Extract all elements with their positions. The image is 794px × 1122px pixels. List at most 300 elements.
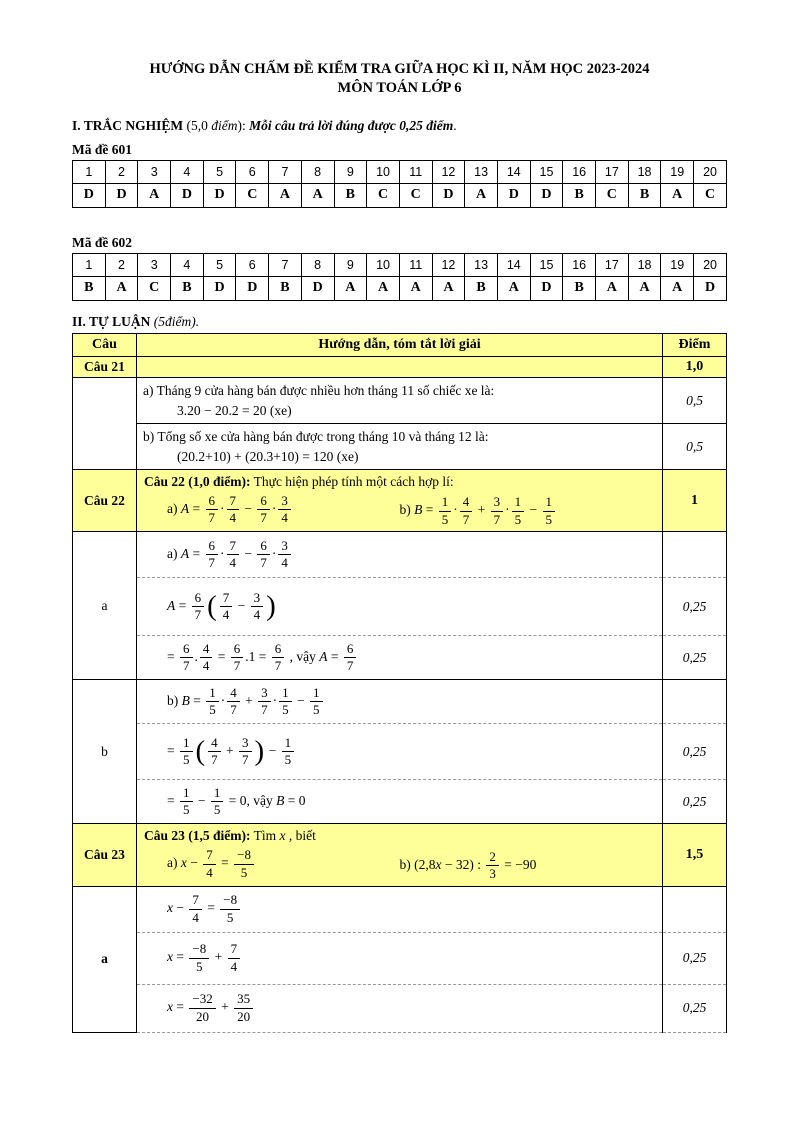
answer-cell: A xyxy=(628,276,661,300)
solution-math-line: x = $\frac{-8}{5}$ + $\frac{7}{4}$ xyxy=(167,941,656,975)
answer-cell: D xyxy=(694,276,727,300)
answer-cell: C xyxy=(694,183,727,207)
question-number-cell: 16 xyxy=(563,253,596,276)
fraction xyxy=(228,942,241,974)
question-number-cell: 15 xyxy=(530,253,563,276)
big-left-paren: ( xyxy=(195,734,206,767)
fraction-denominator: 7 xyxy=(260,510,267,526)
question-number-cell: 6 xyxy=(236,253,269,276)
fraction-numerator: −8 xyxy=(220,893,240,910)
fraction xyxy=(208,736,221,768)
answer-cell: A xyxy=(105,276,138,300)
math-variable: x xyxy=(167,999,173,1015)
big-right-paren: ) xyxy=(254,734,265,767)
part-label-cell: a xyxy=(73,532,137,680)
question-number-cell: 5 xyxy=(203,253,236,276)
answer-cell: D xyxy=(203,183,236,207)
question-number-cell: 2 xyxy=(105,160,138,183)
big-left-paren: ( xyxy=(207,589,217,622)
fraction-numerator: 6 xyxy=(344,642,357,659)
solution-cell xyxy=(137,532,663,578)
solution-row xyxy=(73,780,727,824)
score-cell: 0,25 xyxy=(663,724,727,780)
answer-cell: B xyxy=(73,276,106,300)
fraction xyxy=(206,686,219,718)
answer-cell: A xyxy=(301,183,334,207)
fraction xyxy=(206,539,219,571)
question-number-cell: 17 xyxy=(596,253,629,276)
fraction xyxy=(486,850,499,882)
fraction xyxy=(278,494,291,526)
answer-cell: A xyxy=(138,183,171,207)
answer-cell: A xyxy=(465,183,498,207)
question-number-cell: 20 xyxy=(694,160,727,183)
question-number-cell: 11 xyxy=(399,253,432,276)
answer-cell: A xyxy=(399,276,432,300)
tu-luan-header-row xyxy=(73,333,727,356)
score-cell: 0,25 xyxy=(663,578,727,636)
fraction xyxy=(257,494,270,526)
fraction-numerator: 6 xyxy=(257,494,270,511)
fraction-denominator: 7 xyxy=(242,752,249,768)
fraction-numerator: 6 xyxy=(257,539,270,556)
answer-cell: A xyxy=(661,276,694,300)
question-number-cell: 12 xyxy=(432,253,465,276)
question-intro-line xyxy=(137,470,662,491)
fraction-numerator: 2 xyxy=(486,850,499,867)
fraction xyxy=(491,495,504,527)
fraction xyxy=(279,686,292,718)
fraction-numerator: 3 xyxy=(239,736,252,753)
section1-heading-normal: (5,0 xyxy=(183,118,212,134)
fraction-numerator: 1 xyxy=(310,686,323,703)
fraction-numerator: 3 xyxy=(251,591,264,608)
solution-cell xyxy=(137,680,663,724)
score-cell: 0,25 xyxy=(663,984,727,1032)
question-number-cell: 10 xyxy=(367,253,400,276)
fraction-numerator: 1 xyxy=(180,736,193,753)
fraction xyxy=(200,642,213,674)
fraction-denominator: 7 xyxy=(233,658,241,674)
solution-math-line: = $\frac{6}{7}$ . $\frac{4}{4}$ = $\frac{6}{7}$ .1 = $\frac{6}{7}$ , vậy A = $\frac{6}{7}$ xyxy=(167,641,656,675)
fraction-denominator: 4 xyxy=(281,555,288,571)
answer-row xyxy=(73,183,727,207)
fraction-numerator: 6 xyxy=(206,539,219,556)
fraction-denominator: 5 xyxy=(514,511,522,527)
score-cell xyxy=(663,886,727,932)
part-label-cell: a xyxy=(73,886,137,1032)
question-label-cell: Câu 21 xyxy=(73,356,137,377)
fraction-numerator: 4 xyxy=(227,686,240,703)
math-variable: x xyxy=(167,900,173,916)
solution-math-line: x − $\frac{7}{4}$ = $\frac{-8}{5}$ xyxy=(167,892,656,926)
question-number-cell: 19 xyxy=(661,160,694,183)
fraction-denominator: 5 xyxy=(441,511,449,527)
question-number-cell: 9 xyxy=(334,253,367,276)
question-number-cell: 18 xyxy=(628,160,661,183)
solution-cell xyxy=(137,636,663,680)
answer-cell: B xyxy=(334,183,367,207)
question-number-cell: 4 xyxy=(171,253,204,276)
fraction xyxy=(512,495,525,527)
score-cell: 1,0 xyxy=(663,356,727,377)
fraction-numerator: 1 xyxy=(543,495,556,512)
answer-cell: D xyxy=(530,183,563,207)
section2-heading-bold: II. TỰ LUẬN xyxy=(72,313,151,329)
exam-code-label: Mã đề 601 xyxy=(72,141,132,157)
fraction-numerator: 6 xyxy=(180,642,193,659)
question-band-row xyxy=(73,356,727,377)
question-number-cell: 1 xyxy=(73,253,106,276)
fraction xyxy=(439,495,452,527)
fraction-numerator: −32 xyxy=(189,992,215,1009)
fraction-denominator: 5 xyxy=(196,958,203,974)
tu-luan-body xyxy=(73,333,727,1032)
fraction xyxy=(227,539,240,571)
fraction-denominator: 4 xyxy=(222,607,230,623)
question-statement-cell xyxy=(137,470,663,532)
title-line-2: MÔN TOÁN LỚP 6 xyxy=(337,79,462,96)
solution-math-line: a) A = $\frac{6}{7}$ · $\frac{7}{4}$ − $\frac{6}{7}$ · $\frac{3}{4}$ xyxy=(167,538,656,572)
solution-row xyxy=(73,377,727,423)
question-number-cell: 12 xyxy=(432,160,465,183)
section2-heading xyxy=(72,314,727,330)
big-right-paren: ) xyxy=(266,589,276,622)
fraction-denominator: 7 xyxy=(260,555,267,571)
fraction-numerator: 7 xyxy=(220,591,233,608)
answer-cell: C xyxy=(367,183,400,207)
fraction-denominator: 5 xyxy=(213,802,221,818)
fraction-denominator: 20 xyxy=(196,1008,210,1024)
question-number-cell: 7 xyxy=(269,253,302,276)
math-variable: B xyxy=(276,793,285,809)
exam-code-label: Mã đề 602 xyxy=(72,234,132,250)
fraction xyxy=(220,591,233,623)
question-intro-line xyxy=(137,824,662,845)
answer-cell: D xyxy=(530,276,563,300)
solution-row xyxy=(73,680,727,724)
fraction-numerator: 4 xyxy=(208,736,221,753)
fraction-denominator: 4 xyxy=(202,658,210,674)
fraction xyxy=(251,591,264,623)
math-variable: B xyxy=(181,693,190,709)
solution-cell xyxy=(137,780,663,824)
math-variable: A xyxy=(167,598,176,614)
fraction xyxy=(180,736,193,768)
fraction xyxy=(234,848,254,880)
answer-cell: C xyxy=(596,183,629,207)
fraction-numerator: 4 xyxy=(460,495,473,512)
answer-cell: D xyxy=(497,183,530,207)
answer-cell: D xyxy=(432,183,465,207)
answer-cell: C xyxy=(399,183,432,207)
question-label-cell: Câu 23 xyxy=(73,824,137,886)
question-math-row xyxy=(137,491,662,531)
section1-heading-after: ): xyxy=(237,118,250,134)
solution-line: 3.20 − 20.2 = 20 (xe) xyxy=(177,402,292,418)
solution-math-line: b) B = $\frac{1}{5}$ · $\frac{4}{7}$ + $\frac{3}{7}$ · $\frac{1}{5}$ − $\frac{1}{5}$ xyxy=(167,685,656,719)
fraction-denominator: 3 xyxy=(489,866,496,882)
fraction-numerator: 6 xyxy=(231,642,244,659)
question-number-cell: 6 xyxy=(236,160,269,183)
fraction xyxy=(460,495,473,527)
fraction-numerator: 6 xyxy=(192,591,205,608)
answer-cell: D xyxy=(236,276,269,300)
fraction-denominator: 7 xyxy=(208,510,215,526)
solution-row xyxy=(73,886,727,932)
answer-cell: B xyxy=(628,183,661,207)
question-intro-rest: Thực hiện phép tính một cách hợp lí: xyxy=(250,474,454,490)
answer-key-table xyxy=(72,160,727,208)
section1-heading-italic-word: điểm xyxy=(211,118,238,134)
solution-cell xyxy=(137,424,663,470)
header-cau: Câu xyxy=(73,333,137,356)
score-cell: 0,5 xyxy=(663,377,727,423)
solution-cell xyxy=(137,578,663,636)
score-cell: 1 xyxy=(663,470,727,532)
answer-cell: A xyxy=(432,276,465,300)
fraction-denominator: 7 xyxy=(346,658,354,674)
answer-key-table xyxy=(72,253,727,301)
fraction-numerator: 6 xyxy=(206,494,219,511)
score-cell: 0,5 xyxy=(663,424,727,470)
fraction-denominator: 4 xyxy=(230,958,238,974)
fraction-numerator: 35 xyxy=(234,992,253,1009)
fraction-denominator: 7 xyxy=(493,511,501,527)
answer-cell: A xyxy=(661,183,694,207)
answer-cell: A xyxy=(367,276,400,300)
fraction-numerator: −8 xyxy=(189,942,209,959)
answer-cell: D xyxy=(105,183,138,207)
question-intro-rest: Tìm x , biết xyxy=(250,828,316,844)
fraction xyxy=(282,736,295,768)
fraction-denominator: 4 xyxy=(229,555,236,571)
question-statement-cell xyxy=(137,356,663,377)
fraction-numerator: 6 xyxy=(272,642,285,659)
section1-heading-bold: I. TRẮC NGHIỆM xyxy=(72,118,184,134)
fraction-denominator: 5 xyxy=(313,702,320,718)
answer-cell: D xyxy=(73,183,106,207)
solution-cell xyxy=(137,886,663,932)
fraction xyxy=(180,786,193,818)
fraction-numerator: 1 xyxy=(282,736,295,753)
fraction-denominator: 7 xyxy=(274,658,282,674)
question-number-cell: 8 xyxy=(301,253,334,276)
solution-row xyxy=(73,636,727,680)
solution-line: b) Tổng số xe cửa hàng bán được trong tháng 10 và tháng 12 là: xyxy=(143,429,489,445)
answer-cell: A xyxy=(497,276,530,300)
answer-cell: D xyxy=(171,183,204,207)
math-variable: A xyxy=(180,546,190,562)
fraction-denominator: 5 xyxy=(183,752,190,768)
question-number-cell: 16 xyxy=(563,160,596,183)
math-variable: A xyxy=(319,649,328,665)
question-number-row xyxy=(73,253,727,276)
question-number-cell: 2 xyxy=(105,253,138,276)
score-cell: 0,25 xyxy=(663,636,727,680)
answer-keys xyxy=(72,142,727,301)
fraction xyxy=(189,992,215,1024)
question-intro-bold: Câu 23 (1,5 điểm): xyxy=(144,828,251,844)
question-number-cell: 3 xyxy=(138,253,171,276)
fraction xyxy=(220,893,240,925)
question-band-row xyxy=(73,470,727,532)
solution-cell xyxy=(137,724,663,780)
question-intro-bold: Câu 22 (1,0 điểm): xyxy=(144,474,251,490)
question-number-cell: 8 xyxy=(301,160,334,183)
fraction xyxy=(344,642,357,674)
answer-cell: B xyxy=(563,183,596,207)
answer-cell: A xyxy=(269,183,302,207)
answer-cell: C xyxy=(236,183,269,207)
answer-cell: A xyxy=(596,276,629,300)
answer-key-body xyxy=(73,253,727,300)
question-statement-cell xyxy=(137,824,663,886)
fraction-denominator: 7 xyxy=(208,555,215,571)
fraction-denominator: 7 xyxy=(462,511,470,527)
fraction-numerator: 7 xyxy=(227,539,240,556)
question-number-cell: 3 xyxy=(138,160,171,183)
question-math-a: a) x − $\frac{7}{4}$ = $\frac{-8}{5}$ xyxy=(167,847,256,881)
math-variable: x xyxy=(435,856,442,872)
fraction xyxy=(257,539,270,571)
section2-heading-italic: (5điểm). xyxy=(150,313,200,329)
fraction-denominator: 4 xyxy=(281,510,288,526)
question-number-cell: 10 xyxy=(367,160,400,183)
answer-cell: B xyxy=(269,276,302,300)
fraction-denominator: 7 xyxy=(194,607,202,623)
header-guide: Hướng dẫn, tóm tắt lời giải xyxy=(137,333,663,356)
solution-row xyxy=(73,984,727,1032)
question-math-b: b) (2,8x − 32) : $\frac{2}{3}$ = −90 xyxy=(399,848,537,882)
fraction xyxy=(234,992,253,1024)
question-number-cell: 13 xyxy=(465,160,498,183)
answer-cell: C xyxy=(138,276,171,300)
question-number-cell: 1 xyxy=(73,160,106,183)
solution-math-line: = $\frac{1}{5}$ − $\frac{1}{5}$ = 0, vậy B = 0 xyxy=(167,784,306,818)
fraction-denominator: 5 xyxy=(282,702,289,718)
part-label-cell xyxy=(73,377,137,469)
question-label-cell: Câu 22 xyxy=(73,470,137,532)
solution-cell xyxy=(137,984,663,1032)
fraction xyxy=(543,495,556,527)
answer-cell: D xyxy=(301,276,334,300)
fraction-denominator: 7 xyxy=(211,752,218,768)
solution-math-line: = $\frac{1}{5}$ ( $\frac{4}{7}$ + $\frac{3}{7}$ ) − $\frac{1}{5}$ xyxy=(167,735,656,769)
fraction-denominator: 4 xyxy=(192,909,199,925)
fraction-numerator: 4 xyxy=(200,642,213,659)
title-line-1: HƯỚNG DẪN CHẤM ĐỀ KIỂM TRA GIỮA HỌC KÌ II, NĂM HỌC 2023-2024 xyxy=(149,61,650,77)
question-number-cell: 5 xyxy=(203,160,236,183)
fraction-denominator: 7 xyxy=(230,702,237,718)
fraction-denominator: 4 xyxy=(229,510,236,526)
fraction-denominator: 4 xyxy=(253,607,261,623)
section1-heading-end: . xyxy=(453,118,457,134)
answer-cell: B xyxy=(171,276,204,300)
score-cell xyxy=(663,532,727,578)
fraction-denominator: 7 xyxy=(261,702,268,718)
document-title xyxy=(72,60,727,97)
question-number-cell: 11 xyxy=(399,160,432,183)
part-label-cell: b xyxy=(73,680,137,824)
answer-cell: B xyxy=(563,276,596,300)
answer-cell: D xyxy=(203,276,236,300)
solution-cell xyxy=(137,932,663,984)
solution-cell xyxy=(137,377,663,423)
fraction xyxy=(272,642,285,674)
solution-line: a) Tháng 9 cửa hàng bán được nhiều hơn tháng 11 số chiếc xe là: xyxy=(143,382,495,398)
solution-math-line: A = $\frac{6}{7}$ ( $\frac{7}{4}$ − $\frac{3}{4}$ ) xyxy=(167,589,276,623)
fraction xyxy=(189,893,202,925)
fraction-numerator: 1 xyxy=(211,786,224,803)
score-cell: 0,25 xyxy=(663,780,727,824)
solution-math-line: x = $\frac{-32}{20}$ + $\frac{35}{20}$ xyxy=(167,991,656,1025)
fraction-denominator: 5 xyxy=(209,702,216,718)
fraction-numerator: 7 xyxy=(203,848,216,865)
question-number-cell: 13 xyxy=(465,253,498,276)
question-number-cell: 17 xyxy=(596,160,629,183)
math-variable: B xyxy=(414,502,423,518)
fraction xyxy=(189,942,209,974)
question-number-cell: 14 xyxy=(497,253,530,276)
question-math-row xyxy=(137,846,662,886)
math-variable: x xyxy=(180,855,187,871)
fraction xyxy=(227,686,240,718)
question-math-b: b) B = $\frac{1}{5}$ · $\frac{4}{7}$ + $\frac{3}{7}$ · $\frac{1}{5}$ − $\frac{1}{5}$ xyxy=(400,494,558,528)
solution-row xyxy=(73,724,727,780)
fraction-numerator: 3 xyxy=(278,494,291,511)
fraction-denominator: 5 xyxy=(284,752,292,768)
fraction xyxy=(227,494,240,526)
answer-row xyxy=(73,276,727,300)
fraction-numerator: 1 xyxy=(439,495,452,512)
fraction-numerator: 1 xyxy=(279,686,292,703)
question-number-cell: 4 xyxy=(171,160,204,183)
fraction-denominator: 20 xyxy=(237,1008,251,1024)
header-diem: Điểm xyxy=(663,333,727,356)
fraction xyxy=(258,686,271,718)
fraction xyxy=(211,786,224,818)
question-number-cell: 9 xyxy=(334,160,367,183)
fraction-numerator: 7 xyxy=(227,494,240,511)
score-cell xyxy=(663,680,727,724)
fraction xyxy=(206,494,219,526)
fraction-denominator: 5 xyxy=(183,802,190,818)
fraction-denominator: 5 xyxy=(545,511,552,527)
answer-cell: B xyxy=(465,276,498,300)
fraction xyxy=(203,848,216,880)
fraction-denominator: 5 xyxy=(240,864,248,880)
question-math-a: a) A = $\frac{6}{7}$ · $\frac{7}{4}$ − $\frac{6}{7}$ · $\frac{3}{4}$ xyxy=(167,493,293,527)
fraction-numerator: 7 xyxy=(189,893,202,910)
math-variable: A xyxy=(180,501,190,517)
solution-row xyxy=(73,532,727,578)
fraction-numerator: 3 xyxy=(278,539,291,556)
solution-line: (20.2+10) + (20.3+10) = 120 (xe) xyxy=(177,448,359,464)
fraction-numerator: 3 xyxy=(258,686,271,703)
solution-row xyxy=(73,932,727,984)
fraction-denominator: 5 xyxy=(226,909,234,925)
fraction xyxy=(231,642,244,674)
fraction-denominator: 7 xyxy=(183,658,190,674)
question-number-cell: 15 xyxy=(530,160,563,183)
answer-key-body xyxy=(73,160,727,207)
fraction xyxy=(192,591,205,623)
solution-row xyxy=(73,424,727,470)
question-number-cell: 19 xyxy=(661,253,694,276)
question-band-row xyxy=(73,824,727,886)
fraction-numerator: 7 xyxy=(228,942,241,959)
